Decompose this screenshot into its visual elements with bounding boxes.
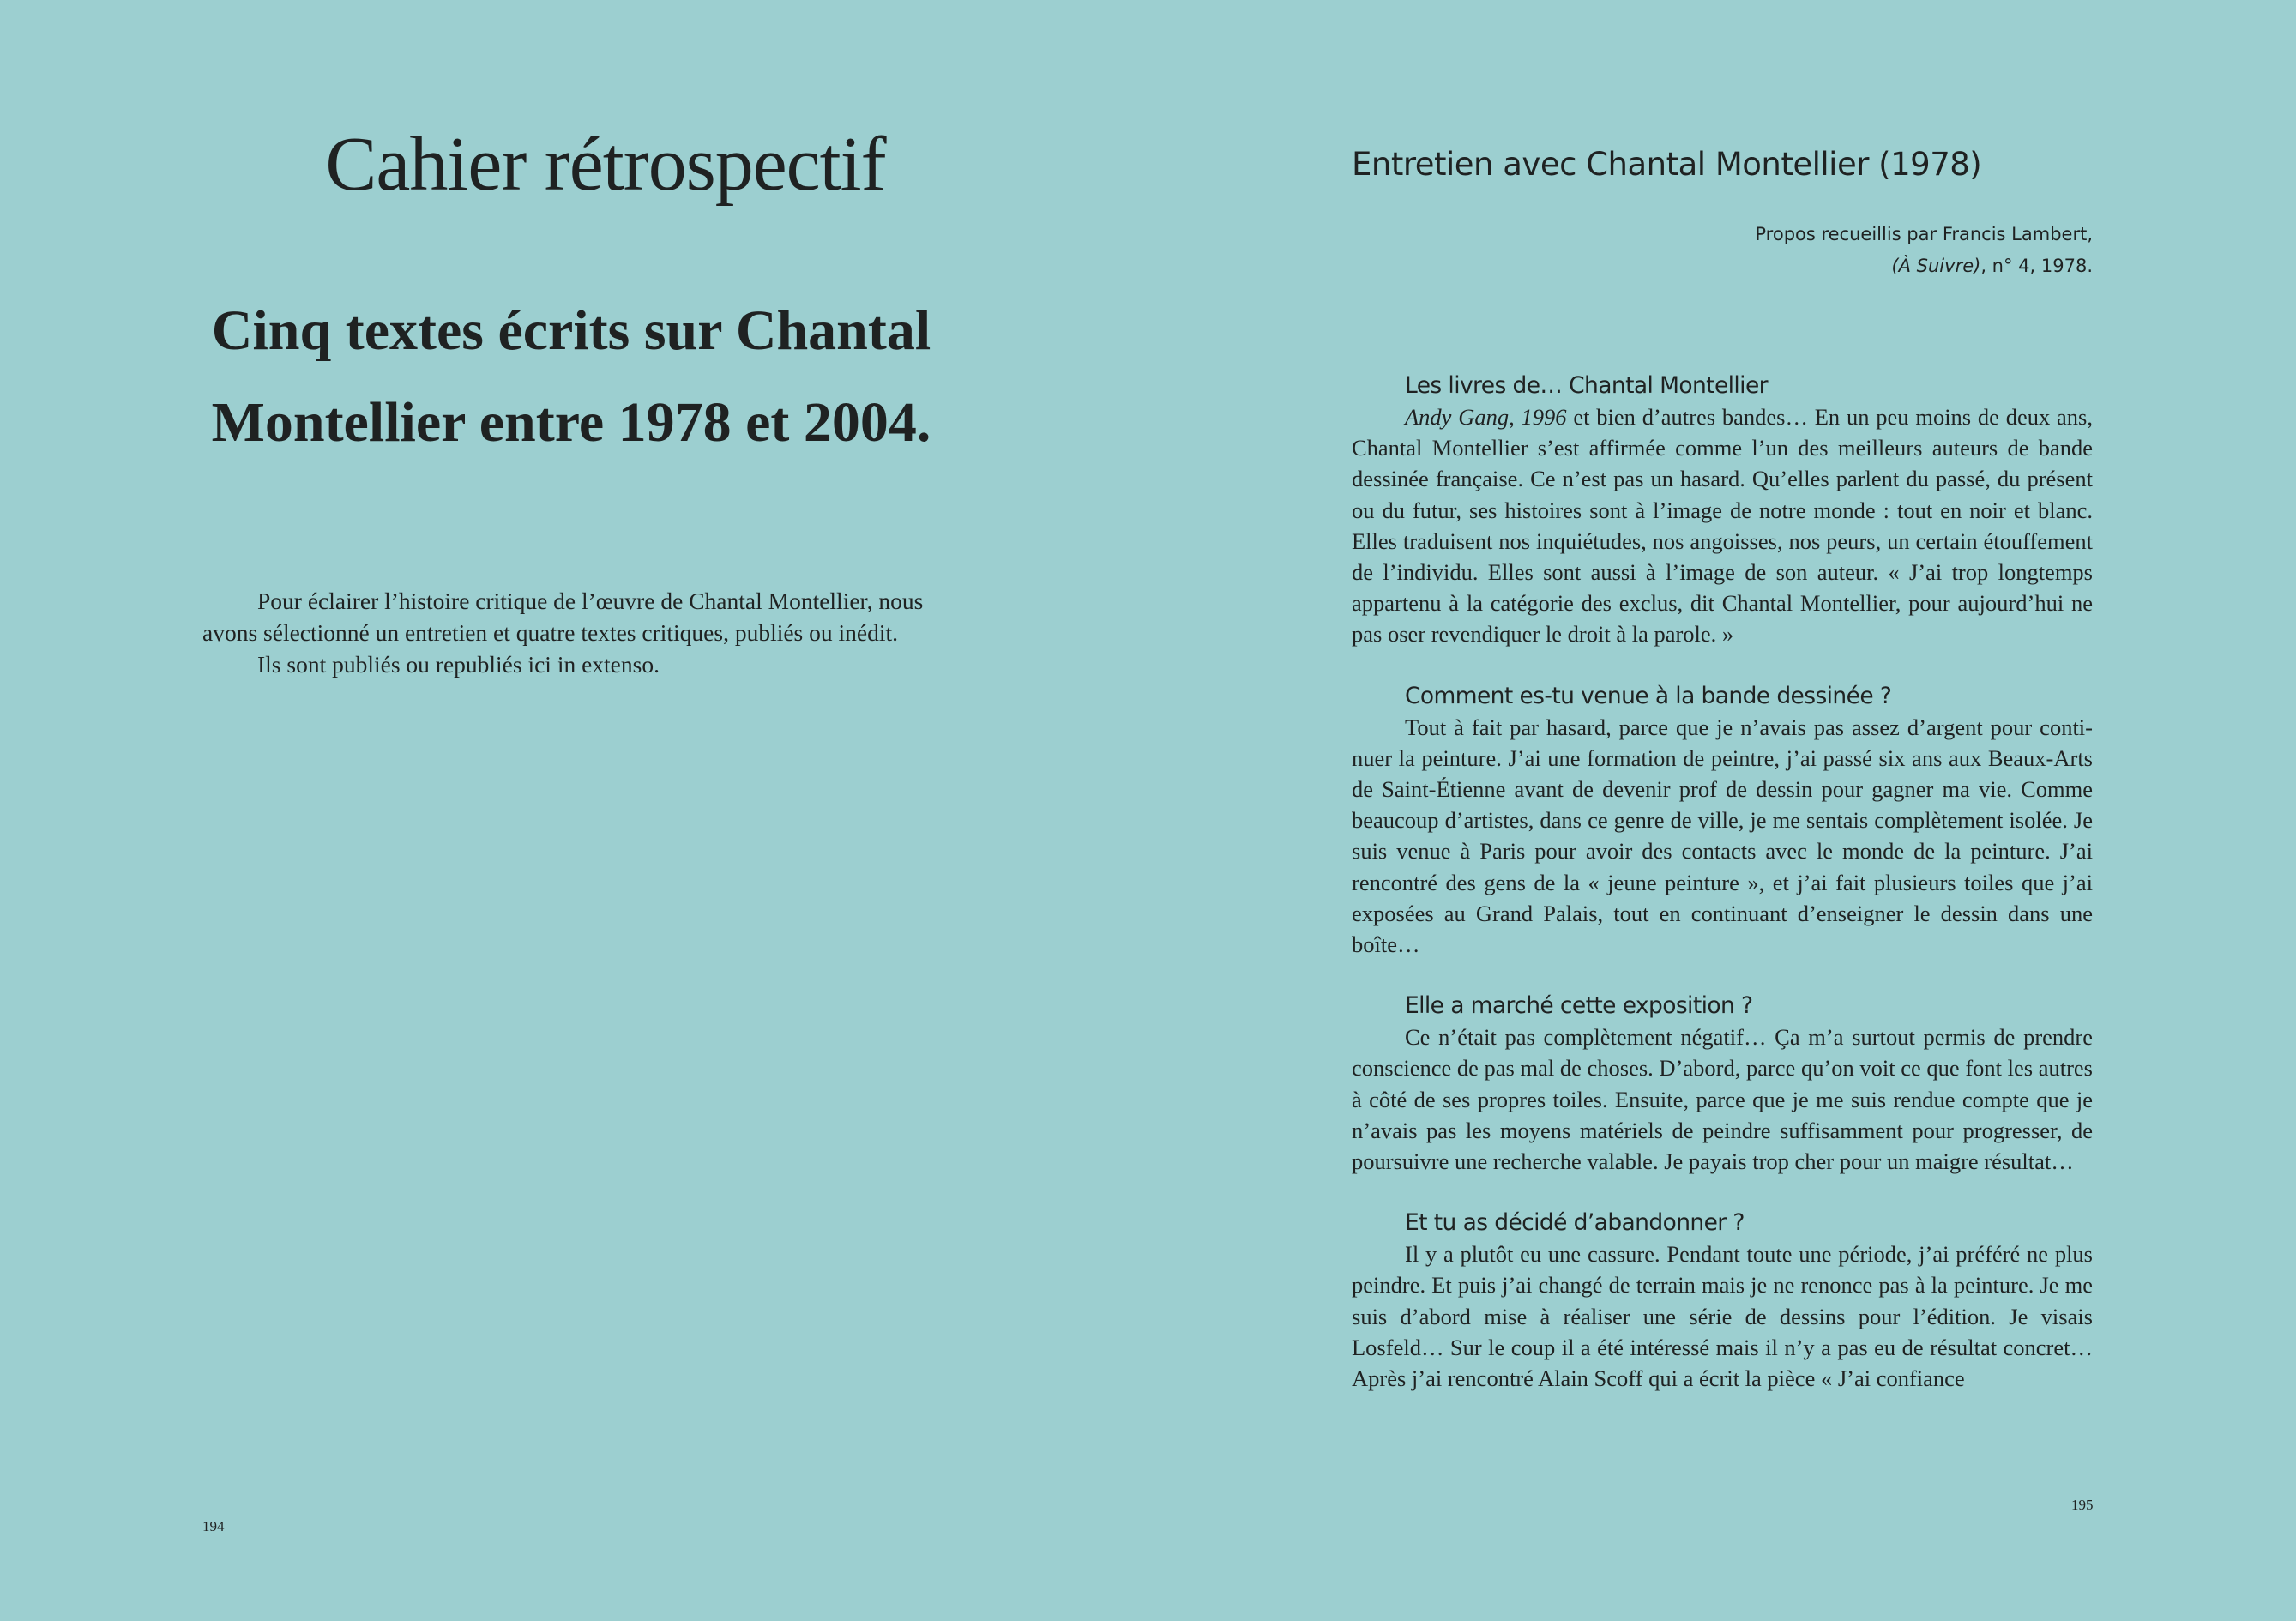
credit-line: Propos recueillis par Francis Lambert, <box>1755 224 2093 244</box>
interview-answer <box>1352 401 2093 650</box>
interview-question: Les livres de… Chantal Montellier <box>1405 372 1768 399</box>
intro-paragraph: Pour éclairer l’histoire critique de l’œuvre de Chantal Montellier, nous avons sélectionné un entretien et quatre textes critiques, publiés ou inédit. <box>202 588 924 646</box>
interview-answer: Il y a plutôt eu une cassure. Pendant toute une période, j’ai préféré ne plus peindre. Et puis j’ai changé de terrain mais je ne renonce pas à la peinture. Je me suis d’abord mise à réaliser une série de dessins pour l’édition. Je visais Losfeld… Sur le coup il a été intéressé mais il n’y a pas eu de résultat concret… Après j’ai rencontré Alain Scoff qui a écrit la pièce « J’ai confiance <box>1352 1241 2093 1392</box>
answer-text: et bien d’autres bandes… En un peu moins de deux ans, Chantal Montellier s’est affirmée comme l’un des meilleurs auteurs de bande dessinée française. Ce n’est pas un hasard. Qu’elles parlent du passé, du présent ou du futur, ses histoires sont à l’image de notre monde : tout en noir et blanc. Elles traduisent nos inquiétudes, nos angoisses, nos peurs, un certain étouffement de l’individu. Elles sont aussi à l’image de son auteur. « J’ai trop longtemps appartenu à la catégorie des exclus, dit Chantal Montellier, pour aujourd’hui ne pas oser revendiquer le droit à la parole. » <box>1352 404 2093 648</box>
credit-line <box>1492 250 2093 282</box>
interview-question: Elle a marché cette exposition ? <box>1405 992 1753 1020</box>
intro-text <box>202 585 966 680</box>
book-title: Andy Gang, 1996 <box>1405 404 1567 430</box>
interview-question: Comment es-tu venue à la bande dessinée ? <box>1405 682 1892 709</box>
publication-title: (À Suivre) <box>1891 256 1981 276</box>
interview-title: Entretien avec Chantal Montellier (1978) <box>1352 146 1982 183</box>
interview-credit <box>1492 219 2093 282</box>
page-number-left: 194 <box>202 1518 225 1534</box>
interview-answer: Tout à fait par hasard, parce que je n’avais pas assez d’argent pour continuer la peinture. J’ai une formation de peintre, j’ai passé six ans aux Beaux-Arts de Saint-Étienne avant de devenir prof de dessin pour gagner ma vie. Comme beaucoup d’artistes, dans ce genre de ville, je me sentais complètement isolée. Je suis venue à Paris pour avoir des contacts avec le monde de la peinture. J’ai rencontré des gens de la « jeune peinture », et j’ai fait plusieurs toiles que j’ai exposées au Grand Palais, tout en continuant d’enseigner le dessin dans une boîte… <box>1352 714 2093 958</box>
interview-body <box>1352 371 2093 1425</box>
section-title: Cahier rétrospectif <box>325 122 886 207</box>
interview-answer: Ce n’était pas complètement négatif… Ça m’a surtout permis de prendre conscience de pas mal de choses. D’abord, parce qu’on voit ce que font les autres à côté de ses propres toiles. Ensuite, parce que je me suis rendue compte que je n’avais pas les moyens matériels de peindre suffisamment pour progresser, de poursuivre une recherche valable. Je payais trop cher pour un maigre résultat… <box>1352 1024 2093 1175</box>
interview-question: Et tu as décidé d’abandonner ? <box>1405 1209 1745 1237</box>
intro-paragraph: Ils sont publiés ou republiés ici in extenso. <box>257 651 660 678</box>
publication-issue: , n° 4, 1978. <box>1980 256 2093 276</box>
page-number-right: 195 <box>2071 1497 2094 1513</box>
section-subtitle: Cinq textes écrits sur Chantal Montellier entre 1978 et 2004. <box>211 299 931 454</box>
